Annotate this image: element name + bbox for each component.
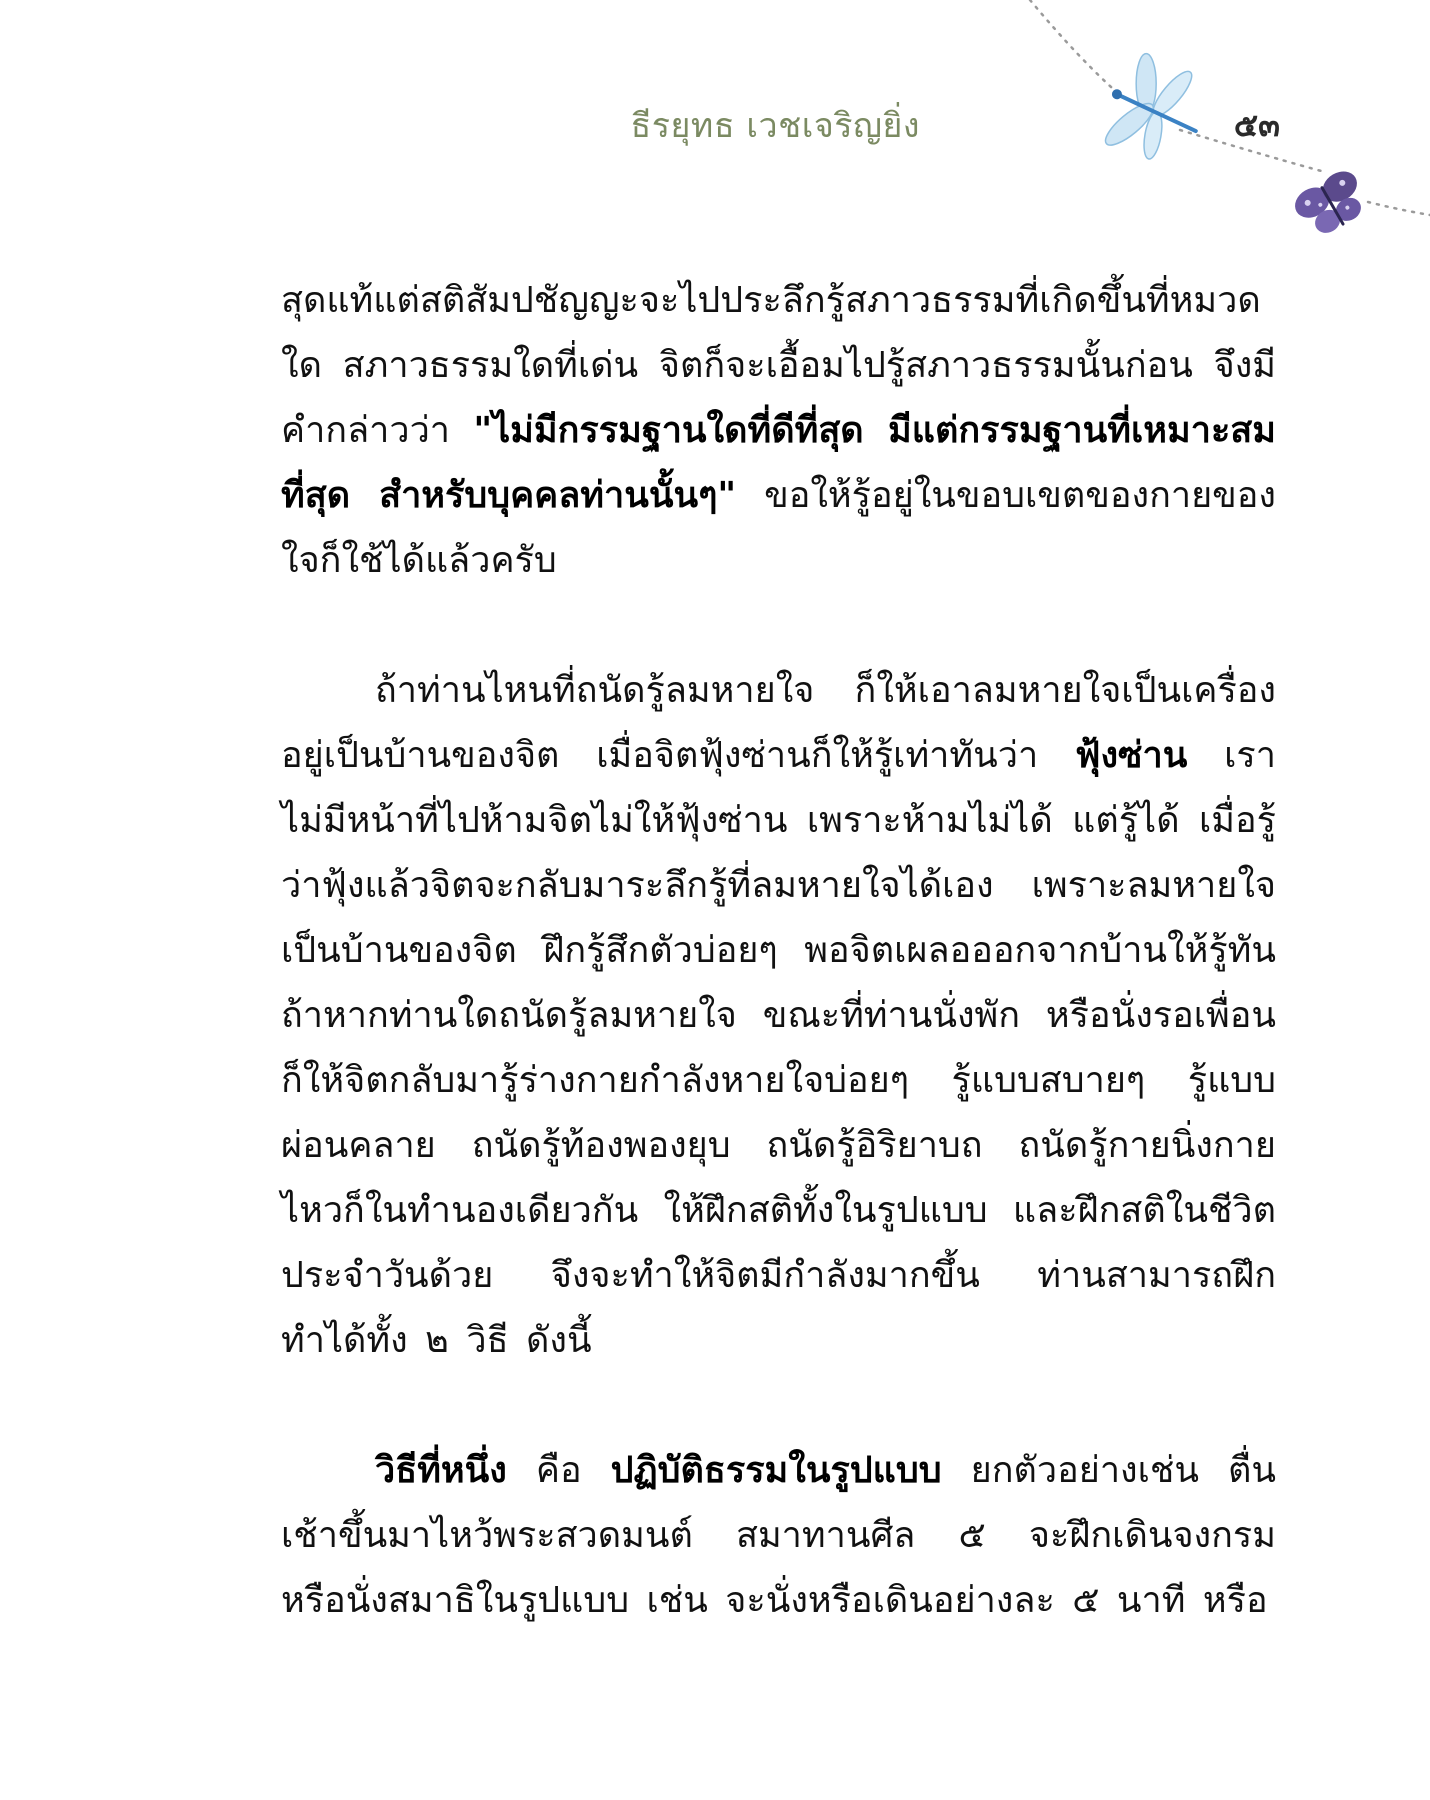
paragraph-text: เราไม่มีหน้าที่ไปห้ามจิตไม่ให้ฟุ้งซ่าน เพราะห้ามไม่ได้ แต่รู้ได้ เมื่อรู้ว่าฟุ้งแล้วจิตจะกลับมาระลึกรู้ที่ลมหายใจได้เอง เพราะลมหายใจเป็นบ้านของจิต ฝึกรู้สึกตัวบ่อยๆ พอจิตเผลอออกจากบ้านให้รู้ทัน ถ้าหากท่านใดถนัดรู้ลมหายใจ ขณะที่ท่านนั่งพัก หรือนั่งรอเพื่อนก็ให้จิตกลับมารู้ร่างกายกำลังหายใจบ่อยๆ รู้แบบสบายๆ รู้แบบผ่อนคลาย ถนัดรู้ท้องพองยุบ ถนัดรู้อิริยาบถ ถนัดรู้กายนิ่งกายไหวก็ในทำนองเดียวกัน ให้ฝึกสติทั้งในรูปแบบ และฝึกสติในชีวิตประจำวันด้วย จึงจะทำให้จิตมีกำลังมากขึ้น ท่านสามารถฝึกทำได้ทั้ง ๒ วิธี ดังนี้ [281, 735, 1276, 1361]
bold-term: ปฏิบัติธรรมในรูปแบบ [610, 1450, 942, 1491]
paragraph-3 [281, 1438, 1276, 1633]
paragraph-text: สุดแท้แต่สติสัมปชัญญะจะไปประลึกรู้สภาวธรรมที่เกิดขึ้นที่หมวดใด สภาวธรรมใดที่เด่น จิตก็จะเอื้อมไปรู้สภาวธรรมนั้นก่อน จึงมีคำกล่าวว่า [281, 280, 1276, 451]
page-header [630, 98, 1280, 158]
bold-term: ฟุ้งซ่าน [1074, 735, 1188, 776]
paragraph-2 [281, 658, 1276, 1373]
bold-term: วิธีที่หนึ่ง [375, 1450, 507, 1491]
butterfly-icon [1290, 165, 1373, 241]
paragraph-text: ขอให้รู้อยู่ในขอบเขตของกายของใจก็ใช้ได้แล้วครับ [281, 475, 1276, 581]
body-text [281, 268, 1276, 1633]
page-number: ๕๓ [1233, 106, 1280, 144]
paragraph-text: ยกตัวอย่างเช่น ตื่นเช้าขึ้นมาไหว้พระสวดมนต์ สมาทานศีล ๕ จะฝึกเดินจงกรม หรือนั่งสมาธิในรูปแบบ เช่น จะนั่งหรือเดินอย่างละ ๕ นาที หรือ [281, 1450, 1277, 1621]
paragraph-text: ถ้าท่านไหนที่ถนัดรู้ลมหายใจ ก็ให้เอาลมหายใจเป็นเครื่องอยู่เป็นบ้านของจิต เมื่อจิตฟุ้งซ่านก็ให้รู้เท่าทันว่า [281, 670, 1276, 776]
running-title: ธีรยุทธ เวชเจริญยิ่ง [630, 106, 920, 146]
dotted-flight-path [1030, 0, 1120, 95]
dotted-flight-path [1368, 202, 1430, 215]
bold-quote: "ไม่มีกรรมฐานใดที่ดีที่สุด มีแต่กรรมฐานที่เหมาะสมที่สุด สำหรับบุคคลท่านนั้นๆ" [281, 410, 1276, 516]
paragraph-text: คือ [506, 1450, 611, 1491]
paragraph-1 [281, 268, 1276, 593]
